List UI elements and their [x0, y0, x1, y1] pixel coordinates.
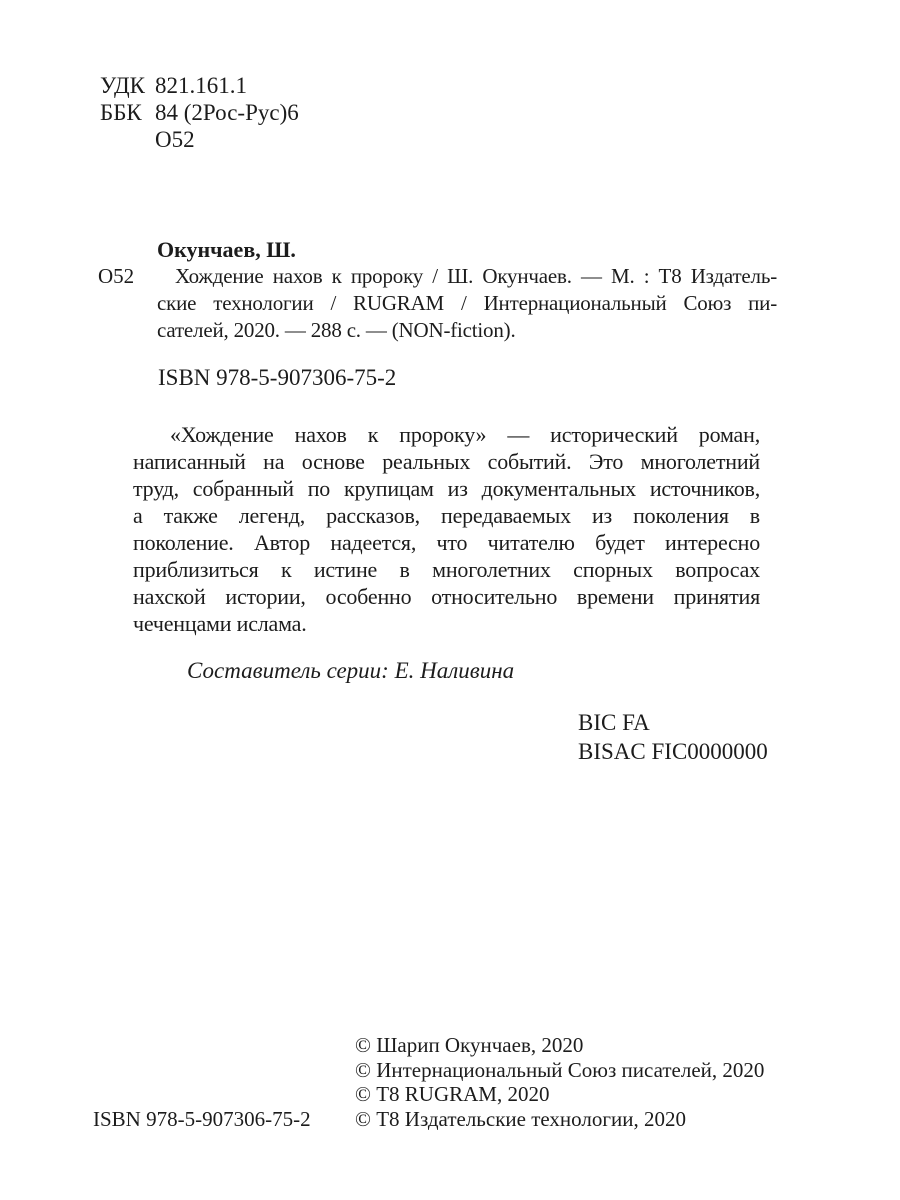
author-heading: Окунчаев, Ш. — [157, 237, 296, 262]
isbn-statement: ISBN 978-5-907306-75-2 — [158, 365, 397, 390]
record-line — [98, 263, 777, 290]
bbk-value: 84 (2Рос-Рус)6 — [155, 100, 299, 125]
bic-code: BIC FA — [578, 710, 650, 735]
bibliographic-record — [98, 263, 777, 344]
udc-row — [100, 72, 299, 99]
annotation-line: чеченцами ислама. — [133, 611, 307, 636]
annotation-line: приблизиться к истине в многолетних спорных вопросах — [133, 557, 760, 582]
bbk-row — [100, 99, 299, 126]
copyright-line: © Шарип Окунчаев, 2020 — [355, 1033, 584, 1057]
bisac-code: BISAC FIC0000000 — [578, 739, 768, 764]
udc-label: УДК — [100, 73, 145, 98]
record-line: ские технологии / RUGRAM / Интернациональный Союз пи- — [157, 291, 777, 315]
annotation-line: написанный на основе реальных событий. Это многолетний — [133, 449, 760, 474]
record-line-text: Хождение нахов к пророку / Ш. Окунчаев. — М. : Т8 Издатель- — [175, 264, 777, 288]
subject-codes-block — [578, 708, 768, 766]
annotation-line: труд, собранный по крупицам из документальных источников, — [133, 476, 760, 501]
copyright-line: © Т8 RUGRAM, 2020 — [355, 1082, 550, 1106]
author-sign-value: О52 — [155, 127, 195, 152]
isbn-bottom-statement: ISBN 978-5-907306-75-2 — [93, 1106, 311, 1131]
series-compiler-note: Составитель серии: Е. Наливина — [187, 658, 515, 683]
annotation-paragraph — [133, 421, 760, 637]
annotation-line: а также легенд, рассказов, передаваемых из поколения в — [133, 503, 760, 528]
copyright-block — [355, 1033, 764, 1131]
copyright-line: © Интернациональный Союз писателей, 2020 — [355, 1057, 765, 1082]
record-entry-code: О52 — [98, 264, 135, 288]
copyright-line: © Т8 Издательские технологии, 2020 — [355, 1106, 686, 1131]
bbk-label: ББК — [100, 100, 142, 125]
classification-block — [100, 72, 299, 153]
annotation-line: поколение. Автор надеется, что читателю будет интересно — [133, 530, 760, 555]
udc-value: 821.161.1 — [155, 73, 247, 98]
annotation-line: нахской истории, особенно относительно времени принятия — [133, 584, 760, 609]
author-sign-row — [100, 126, 299, 153]
record-line: сателей, 2020. — 288 с. — (NON-fiction). — [157, 318, 516, 342]
annotation-line: «Хождение нахов к пророку» — исторический роман, — [170, 422, 760, 447]
